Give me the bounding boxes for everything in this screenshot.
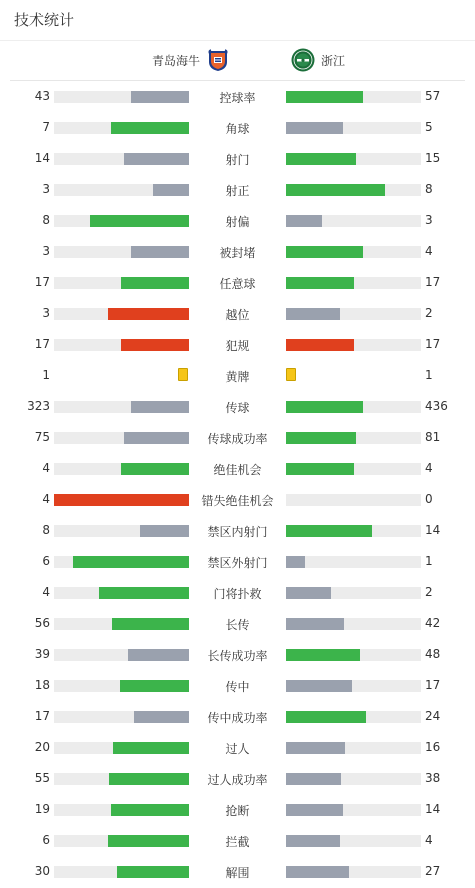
- home-stat-bar-fill: [73, 556, 189, 568]
- away-stat-bar-fill: [286, 649, 360, 661]
- stat-row: [0, 360, 475, 391]
- away-stat-bar: [286, 680, 421, 692]
- home-stat-bar: [54, 91, 189, 103]
- stat-row: [0, 484, 475, 515]
- home-stat-value: 18: [34, 678, 50, 692]
- away-stat-value: 27: [425, 864, 441, 878]
- away-stat-value: 14: [425, 523, 441, 537]
- stat-row: [0, 577, 475, 608]
- home-stat-bar-fill: [108, 308, 189, 320]
- home-stat-bar-fill: [124, 432, 189, 444]
- stat-label: 控球率: [219, 91, 256, 105]
- home-stat-bar-fill: [128, 649, 189, 661]
- away-stat-bar-fill: [286, 184, 385, 196]
- qingdao-hainiu-logo-icon: [206, 48, 230, 72]
- away-stat-bar-fill: [286, 680, 352, 692]
- away-stat-bar: [286, 463, 421, 475]
- home-stat-bar: [54, 618, 189, 630]
- stat-label: 过人成功率: [207, 773, 268, 787]
- away-stat-value: 4: [425, 833, 433, 847]
- away-team[interactable]: [291, 48, 345, 72]
- home-stat-value: 4: [42, 461, 50, 475]
- home-stat-value: 39: [34, 647, 50, 661]
- stat-label: 射偏: [225, 215, 250, 229]
- away-stat-bar: [286, 587, 421, 599]
- stat-label: 禁区内射门: [207, 525, 268, 539]
- home-stat-bar-fill: [111, 122, 189, 134]
- home-stat-bar: [54, 804, 189, 816]
- zhejiang-fc-logo-icon: [291, 48, 315, 72]
- away-stat-bar: [286, 184, 421, 196]
- home-stat-bar-fill: [134, 711, 189, 723]
- home-stat-value: 17: [34, 709, 50, 723]
- away-stat-bar-fill: [286, 463, 354, 475]
- away-stat-value: 14: [425, 802, 441, 816]
- away-stat-value: 0: [425, 492, 433, 506]
- stat-label: 解围: [225, 866, 250, 880]
- stat-row: [0, 391, 475, 422]
- stat-label: 绝佳机会: [213, 463, 262, 477]
- home-stat-bar-fill: [117, 866, 189, 878]
- away-stat-bar: [286, 649, 421, 661]
- away-stat-value: 17: [425, 337, 441, 351]
- away-stat-bar-fill: [286, 587, 331, 599]
- home-stat-bar: [54, 401, 189, 413]
- away-stat-bar: [286, 556, 421, 568]
- home-stat-bar-fill: [99, 587, 189, 599]
- away-stat-value: 436: [425, 399, 448, 413]
- home-stat-bar-fill: [113, 742, 189, 754]
- away-stat-bar: [286, 618, 421, 630]
- stat-row: [0, 422, 475, 453]
- home-stat-value: 3: [42, 244, 50, 258]
- home-stat-bar: [54, 308, 189, 320]
- stat-label: 角球: [225, 122, 250, 136]
- away-stat-value: 1: [425, 368, 433, 382]
- home-stat-value: 8: [42, 213, 50, 227]
- stat-label: 抢断: [225, 804, 250, 818]
- away-stat-bar: [286, 804, 421, 816]
- away-stat-value: 17: [425, 678, 441, 692]
- home-stat-bar-fill: [108, 835, 189, 847]
- away-stat-value: 17: [425, 275, 441, 289]
- stat-row: [0, 763, 475, 794]
- home-stat-bar: [54, 246, 189, 258]
- home-stat-bar: [54, 711, 189, 723]
- home-team[interactable]: [152, 48, 230, 72]
- stat-label: 黄牌: [225, 370, 250, 384]
- yellow-card-icon: [178, 368, 188, 381]
- away-stat-bar-fill: [286, 525, 372, 537]
- stat-row: [0, 143, 475, 174]
- page-title: 技术统计: [14, 11, 75, 29]
- away-stat-bar: [286, 277, 421, 289]
- stat-row: [0, 174, 475, 205]
- away-stat-value: 15: [425, 151, 441, 165]
- home-stat-value: 30: [34, 864, 50, 878]
- home-stat-bar: [54, 122, 189, 134]
- home-stat-bar: [54, 339, 189, 351]
- stat-row: [0, 329, 475, 360]
- stat-row: [0, 205, 475, 236]
- stat-label: 传中: [225, 680, 250, 694]
- away-stat-bar-fill: [286, 866, 349, 878]
- away-stat-bar: [286, 122, 421, 134]
- away-stat-bar-fill: [286, 804, 343, 816]
- away-stat-bar-fill: [286, 401, 363, 413]
- away-stat-bar-fill: [286, 308, 340, 320]
- stat-label: 禁区外射门: [207, 556, 268, 570]
- home-stat-value: 4: [42, 492, 50, 506]
- home-stat-value: 20: [34, 740, 50, 754]
- away-stat-value: 5: [425, 120, 433, 134]
- away-stat-bar: [286, 432, 421, 444]
- home-stat-bar: [54, 153, 189, 165]
- stat-row: [0, 701, 475, 732]
- home-stat-value: 17: [34, 275, 50, 289]
- away-stat-value: 24: [425, 709, 441, 723]
- home-stat-bar: [54, 184, 189, 196]
- home-team-name: 青岛海牛: [151, 53, 200, 68]
- home-stat-value: 3: [42, 182, 50, 196]
- away-stat-bar-fill: [286, 153, 356, 165]
- home-stat-bar: [54, 866, 189, 878]
- home-stat-bar-fill: [120, 680, 189, 692]
- home-stat-bar-fill: [124, 153, 189, 165]
- home-stat-bar: [54, 680, 189, 692]
- away-stat-bar-fill: [286, 339, 354, 351]
- away-stat-value: 81: [425, 430, 441, 444]
- home-stat-bar-fill: [109, 773, 189, 785]
- home-stat-value: 19: [34, 802, 50, 816]
- stat-label: 传球: [225, 401, 250, 415]
- home-stat-bar-fill: [131, 401, 189, 413]
- stat-row: [0, 825, 475, 856]
- home-stat-bar: [54, 432, 189, 444]
- home-stat-value: 55: [34, 771, 50, 785]
- away-stat-bar: [286, 866, 421, 878]
- home-stat-value: 6: [42, 554, 50, 568]
- away-team-name: 浙江: [321, 53, 346, 68]
- home-stat-value: 56: [34, 616, 50, 630]
- away-stat-bar-fill: [286, 215, 322, 227]
- away-stat-value: 38: [425, 771, 441, 785]
- home-stat-bar-fill: [121, 339, 189, 351]
- home-stat-bar-fill: [121, 277, 189, 289]
- home-stat-value: 8: [42, 523, 50, 537]
- stat-label: 射门: [225, 153, 250, 167]
- stat-label: 越位: [225, 308, 250, 322]
- away-stat-bar-fill: [286, 618, 344, 630]
- stat-row: [0, 794, 475, 825]
- home-stat-bar: [54, 525, 189, 537]
- home-stat-bar: [54, 773, 189, 785]
- away-stat-bar: [286, 153, 421, 165]
- away-stat-bar-fill: [286, 277, 354, 289]
- away-stat-bar: [286, 773, 421, 785]
- stat-row: [0, 267, 475, 298]
- stat-label: 任意球: [219, 277, 256, 291]
- home-stat-bar: [54, 587, 189, 599]
- home-stat-bar: [54, 463, 189, 475]
- stat-row: [0, 546, 475, 577]
- home-stat-value: 4: [42, 585, 50, 599]
- home-stat-bar: [54, 215, 189, 227]
- yellow-card-icon: [286, 368, 296, 381]
- away-stat-value: 3: [425, 213, 433, 227]
- home-stat-bar-fill: [112, 618, 189, 630]
- home-stat-bar-fill: [90, 215, 189, 227]
- away-stat-bar: [286, 494, 421, 506]
- away-stat-bar-fill: [286, 835, 340, 847]
- home-stat-bar: [54, 835, 189, 847]
- away-stat-bar: [286, 308, 421, 320]
- away-stat-value: 1: [425, 554, 433, 568]
- home-stat-value: 7: [42, 120, 50, 134]
- stat-row: [0, 515, 475, 546]
- stat-label: 犯规: [225, 339, 250, 353]
- away-stat-value: 16: [425, 740, 441, 754]
- stat-row: [0, 298, 475, 329]
- away-stat-bar-fill: [286, 432, 356, 444]
- stat-row: [0, 112, 475, 143]
- stat-row: [0, 236, 475, 267]
- home-stat-bar-fill: [111, 804, 189, 816]
- away-stat-bar: [286, 215, 421, 227]
- home-stat-bar: [54, 277, 189, 289]
- stat-label: 传中成功率: [207, 711, 268, 725]
- home-stat-bar-fill: [131, 246, 189, 258]
- away-stat-value: 57: [425, 89, 441, 103]
- home-stat-value: 1: [42, 368, 50, 382]
- away-stat-bar-fill: [286, 122, 343, 134]
- home-stat-bar-fill: [54, 494, 189, 506]
- stat-label: 射正: [225, 184, 250, 198]
- away-stat-value: 48: [425, 647, 441, 661]
- stat-label: 门将扑救: [213, 587, 262, 601]
- stat-label: 长传成功率: [207, 649, 268, 663]
- away-stat-bar: [286, 711, 421, 723]
- away-stat-bar-fill: [286, 556, 305, 568]
- stat-row: [0, 856, 475, 887]
- home-stat-bar-fill: [153, 184, 189, 196]
- home-stat-value: 17: [34, 337, 50, 351]
- stat-row: [0, 608, 475, 639]
- home-stat-bar: [54, 742, 189, 754]
- home-stat-value: 75: [34, 430, 50, 444]
- stat-label: 拦截: [225, 835, 250, 849]
- home-stat-value: 43: [34, 89, 50, 103]
- team-header: [10, 42, 465, 81]
- home-stat-bar: [54, 649, 189, 661]
- away-stat-value: 2: [425, 306, 433, 320]
- away-stat-bar: [286, 246, 421, 258]
- away-stat-value: 4: [425, 461, 433, 475]
- stat-label: 错失绝佳机会: [201, 494, 274, 508]
- stat-row: [0, 453, 475, 484]
- away-stat-value: 42: [425, 616, 441, 630]
- away-stat-value: 4: [425, 244, 433, 258]
- away-stat-bar: [286, 835, 421, 847]
- home-stat-bar-fill: [140, 525, 189, 537]
- header-divider: [0, 40, 475, 41]
- away-stat-bar-fill: [286, 773, 341, 785]
- home-stat-value: 3: [42, 306, 50, 320]
- stat-label: 长传: [225, 618, 250, 632]
- away-stat-bar: [286, 339, 421, 351]
- stat-row: [0, 81, 475, 112]
- home-stat-value: 14: [34, 151, 50, 165]
- home-stat-bar: [54, 494, 189, 506]
- home-stat-value: 6: [42, 833, 50, 847]
- stat-row: [0, 670, 475, 701]
- home-stat-bar-fill: [131, 91, 189, 103]
- away-stat-bar-fill: [286, 91, 363, 103]
- away-stat-value: 8: [425, 182, 433, 196]
- stat-label: 传球成功率: [207, 432, 268, 446]
- away-stat-value: 2: [425, 585, 433, 599]
- away-stat-bar: [286, 742, 421, 754]
- away-stat-bar: [286, 525, 421, 537]
- away-stat-bar: [286, 401, 421, 413]
- stat-row: [0, 639, 475, 670]
- away-stat-bar-fill: [286, 742, 345, 754]
- away-stat-bar-fill: [286, 246, 363, 258]
- home-stat-value: 323: [27, 399, 50, 413]
- away-stat-bar: [286, 91, 421, 103]
- stat-row: [0, 732, 475, 763]
- home-stat-bar-fill: [121, 463, 189, 475]
- away-stat-bar-fill: [286, 711, 366, 723]
- home-stat-bar: [54, 556, 189, 568]
- stat-label: 被封堵: [219, 246, 256, 260]
- stat-label: 过人: [225, 742, 250, 756]
